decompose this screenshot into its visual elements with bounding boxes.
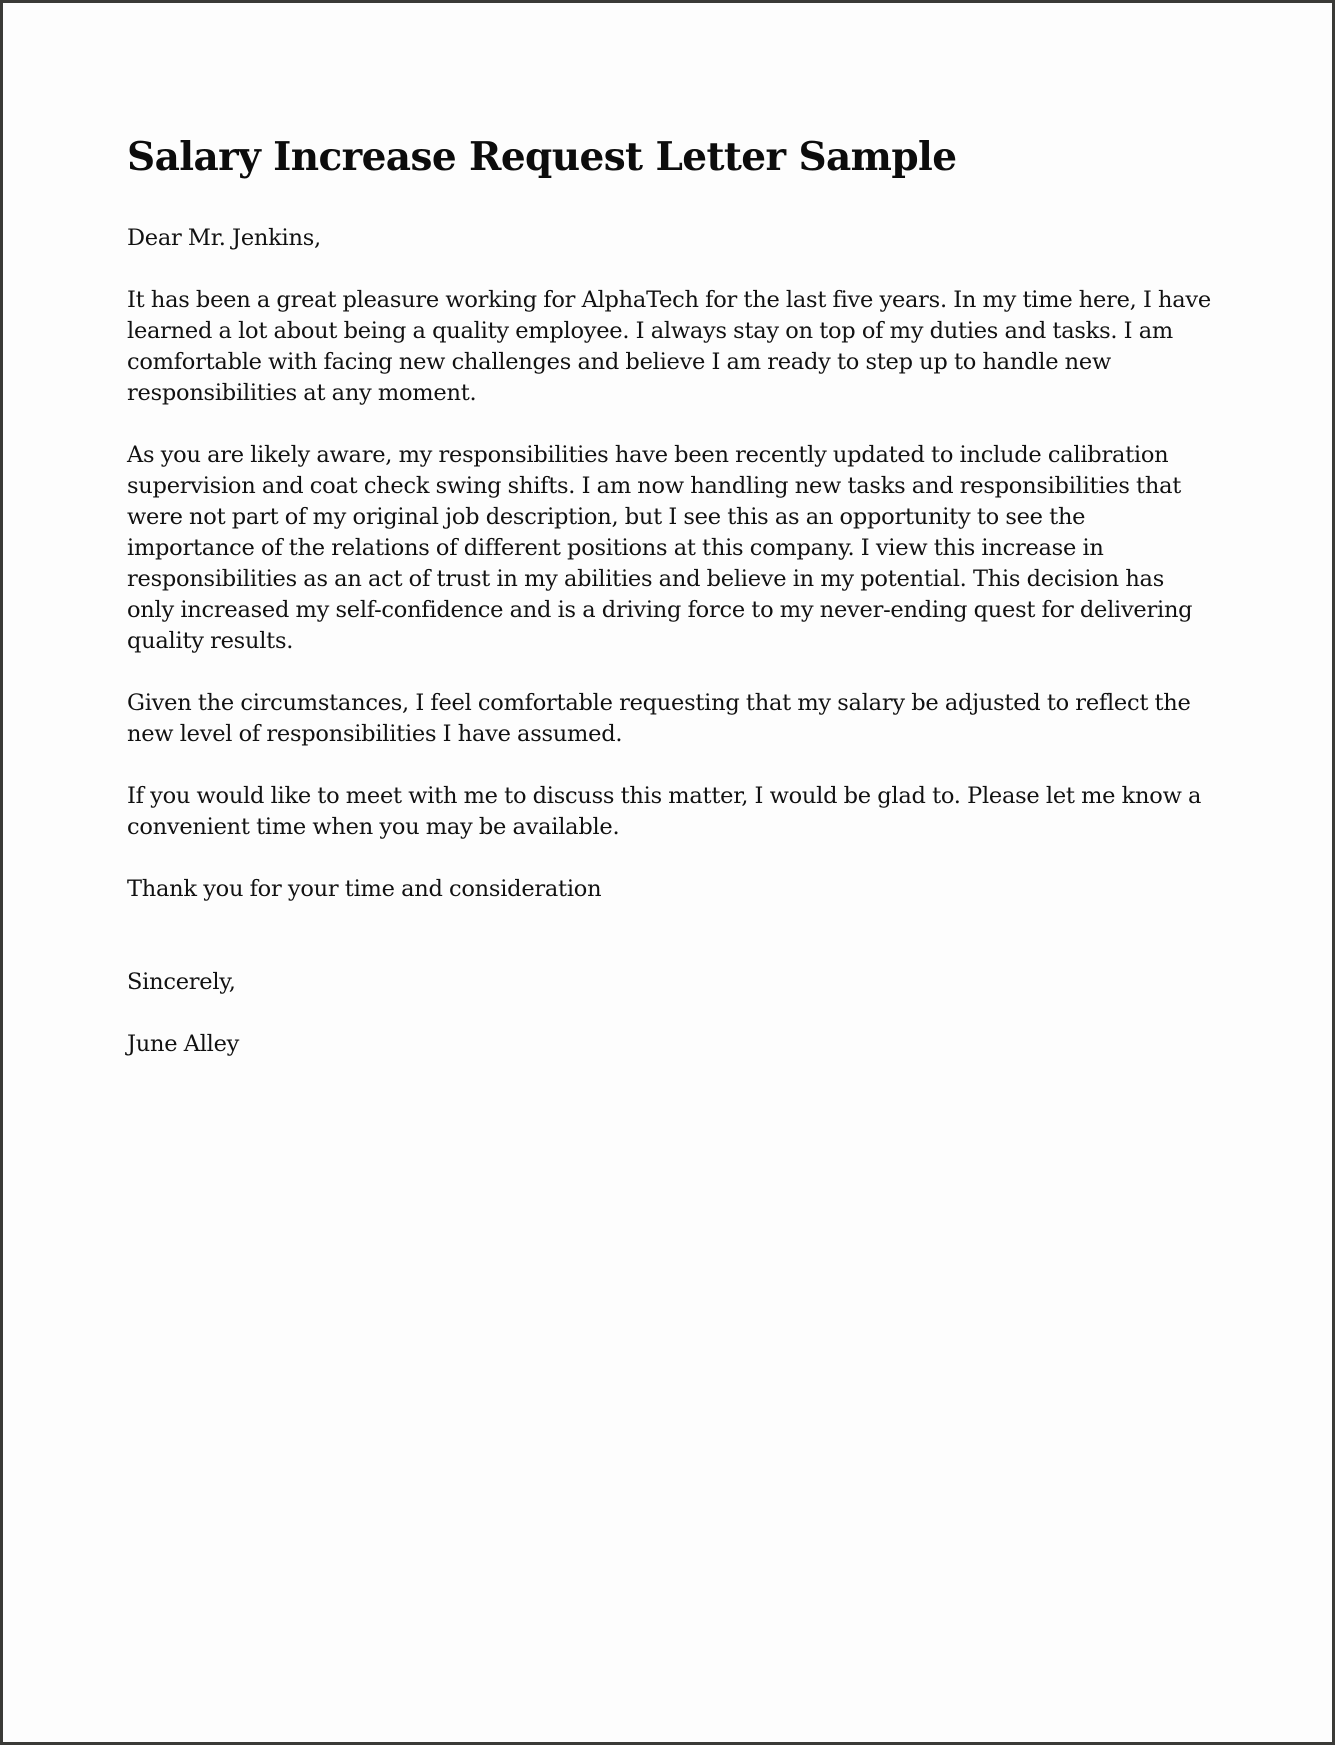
paragraph-thanks: Thank you for your time and consideration <box>127 876 602 902</box>
salutation: Dear Mr. Jenkins, <box>127 225 321 251</box>
letter-body <box>127 131 1217 1091</box>
paragraph-intro: It has been a great pleasure working for AlphaTech for the last five years. In my time here, I have learned a lot about being a quality employee. I always stay on top of my duties and tasks. I am comfortable with facing new challenges and believe I am ready to step up to handle new responsibilities at any moment. <box>127 287 1211 406</box>
closing: Sincerely, <box>127 969 236 995</box>
signature: June Alley <box>127 1031 240 1057</box>
paragraph-request: Given the circumstances, I feel comfortable requesting that my salary be adjusted to reflect the new level of responsibilities I have assumed. <box>127 690 1191 747</box>
paragraph-meeting: If you would like to meet with me to discuss this matter, I would be glad to. Please let me know a convenient time when you may be available. <box>127 783 1202 840</box>
paragraph-responsibilities: As you are likely aware, my responsibilities have been recently updated to include calibration supervision and coat check swing shifts. I am now handling new tasks and responsibilities that were not part of my original job description, but I see this as an opportunity to see the importance of the relations of different positions at this company. I view this increase in responsibilities as an act of trust in my abilities and believe in my potential. This decision has only increased my self-confidence and is a driving force to my never-ending quest for delivering quality results. <box>127 442 1193 654</box>
letter-title: Salary Increase Request Letter Sample <box>127 134 957 180</box>
